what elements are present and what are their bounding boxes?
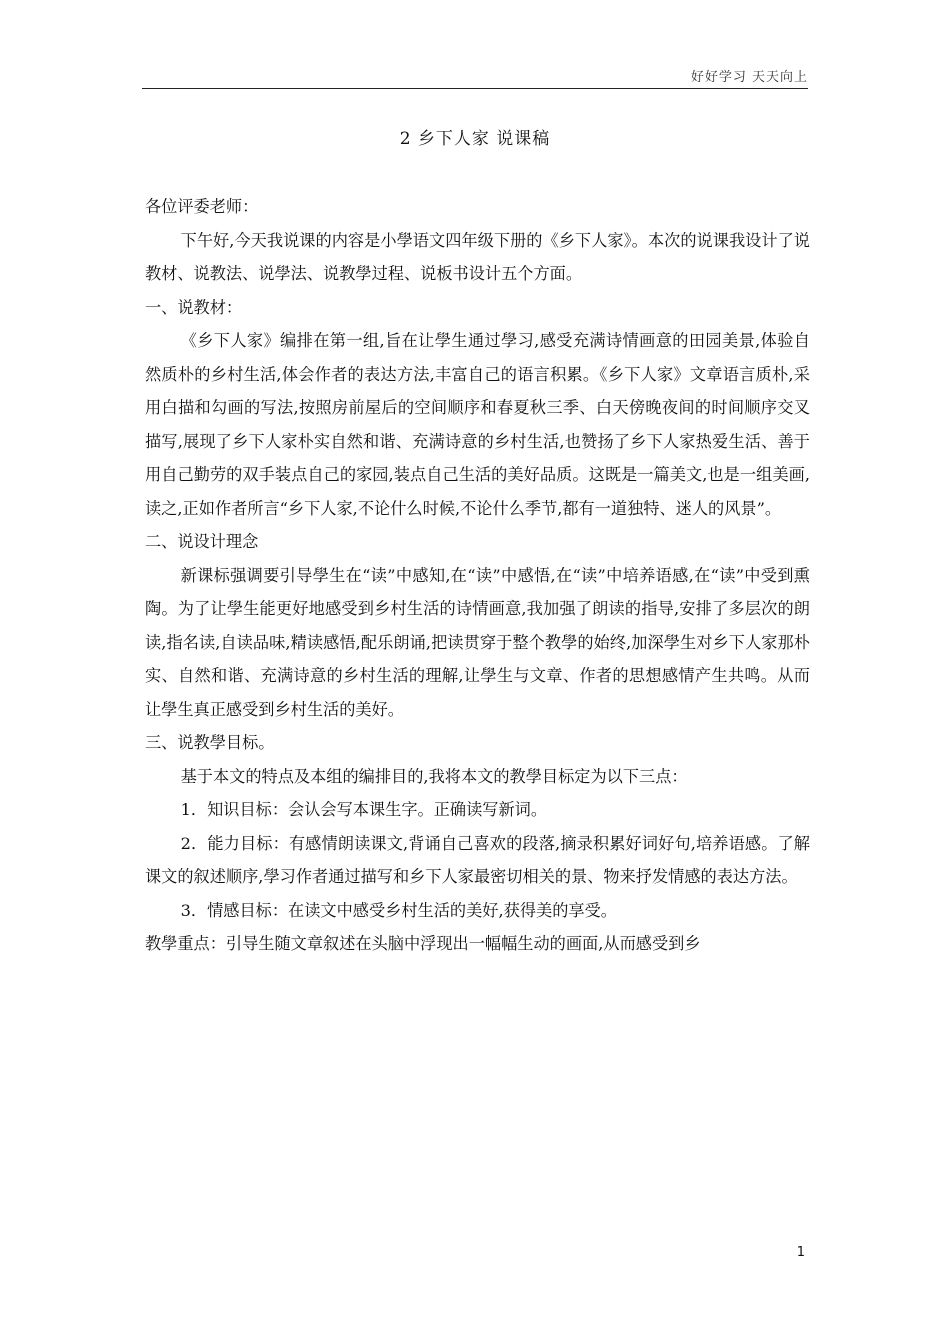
section-heading-goals: 三、说教學目标。 [145,733,275,752]
page-number: 1 [796,1245,805,1260]
intro-paragraph: 下午好,今天我说课的内容是小學语文四年级下册的《乡下人家》。本次的说课我设计了说教材、说教法、说學法、说教學过程、说板书设计五个方面。 [145,230,810,283]
goal-ability: 2．能力目标：有感情朗读课文,背诵自己喜欢的段落,摘录积累好词好句,培养语感。了解课文的叙述顺序,學习作者通过描写和乡下人家最密切相关的景、物来抒发情感的表达方法。 [145,833,810,886]
header-motto: 好好学习 天天向上 [690,70,808,85]
goal-emotion: 3．情感目标：在读文中感受乡村生活的美好,获得美的享受。 [180,900,617,920]
teaching-focus: 教學重点：引导生随文章叙述在头脑中浮现出一幅幅生动的画面,从而感受到乡 [145,934,701,953]
section-heading-design: 二、说设计理念 [145,532,259,551]
section-heading-textbook: 一、说教材： [145,297,243,317]
goals-intro: 基于本文的特点及本组的编排目的,我将本文的教學目标定为以下三点： [180,766,688,786]
goal-knowledge: 1．知识目标：会认会写本课生字。正确读写新词。 [180,800,548,819]
textbook-paragraph: 《乡下人家》编排在第一组,旨在让學生通过學习,感受充满诗情画意的田园美景,体验自然质朴的乡村生活,体会作者的表达方法,丰富自己的语言积累。《乡下人家》文章语言质朴,采用白描和勾画的写法,按照房前屋后的空间顺序和春夏秋三季、白天傍晚夜间的时间顺序交叉描写,展现了乡下人家朴实自然和谐、充满诗意的乡村生活,也赞扬了乡下人家热爱生活、善于用自己勤劳的双手装点自己的家园,装点自己生活的美好品质。这既是一篇美文,也是一组美画,读之,正如作者所言“乡下人家,不论什么时候,不论什么季节,都有一道独特、迷人的风景”。 [145,331,810,518]
document-body [145,190,810,961]
document-title: 2 乡下人家 说课稿 [399,129,551,149]
salutation: 各位评委老师： [145,197,259,216]
header-divider [142,88,808,89]
design-paragraph: 新课标强调要引导學生在“读”中感知,在“读”中感悟,在“读”中培养语感,在“读”中受到熏陶。为了让學生能更好地感受到乡村生活的诗情画意,我加强了朗读的指导,安排了多层次的朗读,指名读,自读品味,精读感悟,配乐朗诵,把读贯穿于整个教學的始终,加深學生对乡下人家那朴实、自然和谐、充满诗意的乡村生活的理解,让學生与文章、作者的思想感情产生共鸣。从而让學生真正感受到乡村生活的美好。 [145,565,810,719]
